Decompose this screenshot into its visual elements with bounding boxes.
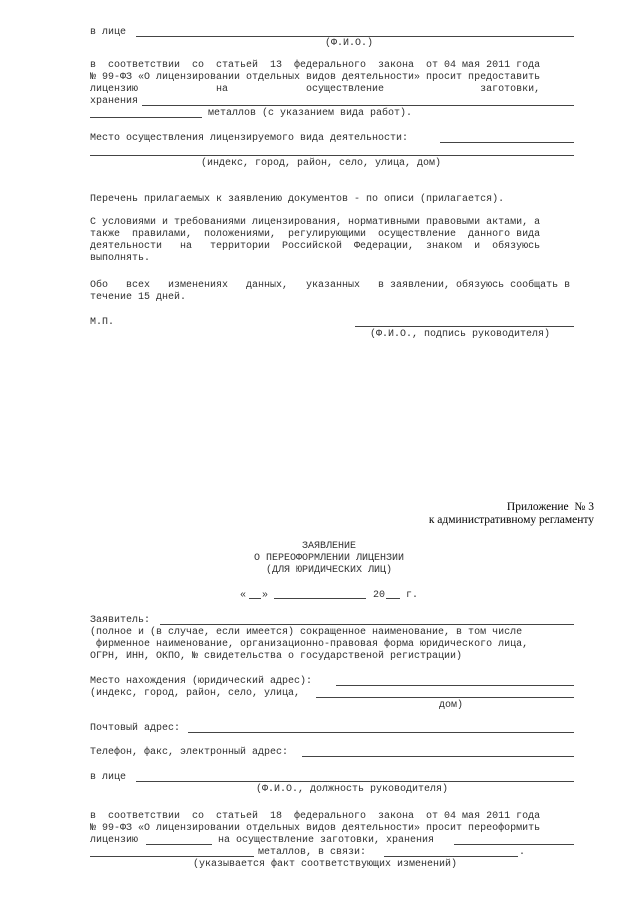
mp-label: М.П. (90, 317, 115, 328)
mesto-hint: (индекс, город, район, село, улица, дом) (201, 158, 442, 169)
para2-line-1: в соответствии со статьей 18 федерального закона от 04 мая 2011 года (90, 811, 541, 822)
mesto-nah-line-2[interactable] (316, 697, 574, 698)
v-litse-line-2[interactable] (136, 781, 574, 782)
para2-line-2: № 99-ФЗ «О лицензировании отдельных видов деятельности» просит переоформить (90, 823, 541, 834)
usloviya-line-4: выполнять. (90, 253, 151, 264)
perechen-text: Перечень прилагаемых к заявлению документов - по описи (прилагается). (90, 194, 505, 205)
date-year-prefix: 20 (373, 590, 386, 601)
mesto-nah-hint: (индекс, город, район, село, улица, (90, 688, 301, 699)
mesto-line-1[interactable] (440, 142, 574, 143)
usloviya-line-1: С условиями и требованиями лицензирования, нормативными правовыми актами, а (90, 217, 541, 228)
khraneniya-line-2[interactable] (454, 844, 574, 845)
fio-dolzh-hint: (Ф.И.О., должность руководителя) (256, 784, 449, 795)
v-litse-label: в лице (90, 27, 127, 38)
para-line-3: лицензию на осуществление заготовки, (90, 84, 541, 95)
podpis-line[interactable] (355, 326, 574, 327)
mesto-label: Место осуществления лицензируемого вида деятельности: (90, 133, 409, 144)
mesto-nah-label: Место нахождения (юридический адрес): (90, 676, 313, 687)
mesto-nah-line[interactable] (336, 685, 574, 686)
zayavlenie-title: ЗАЯВЛЕНИЕ (302, 541, 357, 552)
para-line-4: хранения (90, 96, 139, 107)
appendix-subtitle: к административному регламенту (428, 514, 594, 526)
v-svyazi-dot: . (519, 847, 526, 858)
date-day-line[interactable] (249, 598, 261, 599)
date-year-line[interactable] (386, 598, 400, 599)
pochtovy-label: Почтовый адрес: (90, 723, 181, 734)
zayavitel-hint-1: (полное и (в случае, если имеется) сокращенное наименование, в том числе (90, 627, 523, 638)
v-litse-line[interactable] (136, 36, 574, 37)
usloviya-line-3: деятельности на территории Российской Федерации, знаком и обязуюсь (90, 241, 541, 252)
zayavlenie-subtitle-1: О ПЕРЕОФОРМЛЕНИИ ЛИЦЕНЗИИ (254, 553, 405, 564)
date-year-suffix: г. (406, 590, 419, 601)
telefon-line[interactable] (302, 756, 574, 757)
para-line-2: № 99-ФЗ «О лицензировании отдельных видов деятельности» просит предоставить (90, 72, 541, 83)
metally-line[interactable] (90, 117, 202, 118)
zayavitel-hint-3: ОГРН, ИНН, ОКПО, № свидетельства о государственой регистрации) (90, 651, 463, 662)
para2-line-4: на осуществление заготовки, хранения (218, 835, 435, 846)
izmeneniya-line-1: Обо всех изменениях данных, указанных в заявлении, обязуюсь сообщать в (90, 280, 571, 291)
date-close-quote: » (262, 590, 269, 601)
zayavitel-hint-2: фирменное наименование, организационно-правовая форма юридического лица, (90, 639, 529, 650)
izmeneniya-line-2: течение 15 дней. (90, 292, 187, 303)
fio-hint: (Ф.И.О.) (325, 38, 374, 49)
para-line-5: металлов (с указанием вида работ). (208, 108, 413, 119)
v-litse-label-2: в лице (90, 772, 127, 783)
pochtovy-line[interactable] (188, 732, 574, 733)
mesto-line-2[interactable] (90, 155, 574, 156)
para-line-1: в соответствии со статьей 13 федерального закона от 04 мая 2011 года (90, 60, 541, 71)
izmeneniya-hint: (указывается факт соответствующих изменений) (193, 859, 458, 870)
v-svyazi-line[interactable] (384, 856, 518, 857)
para2-line-5: металлов, в связи: (258, 847, 367, 858)
appendix-title: Приложение № 3 (506, 501, 594, 513)
telefon-label: Телефон, факс, электронный адрес: (90, 747, 289, 758)
licenziya-number-line[interactable] (146, 844, 212, 845)
metally-line-2[interactable] (90, 856, 254, 857)
zayavitel-label: Заявитель: (90, 615, 151, 626)
khraneniya-line[interactable] (142, 105, 574, 106)
dom-hint: дом) (439, 700, 464, 711)
para2-line-3: лицензию (90, 835, 139, 846)
zayavitel-line[interactable] (160, 624, 574, 625)
usloviya-line-2: также правилами, положениями, регулирующими осуществление данного вида (90, 229, 541, 240)
date-month-line[interactable] (274, 598, 366, 599)
zayavlenie-subtitle-2: (ДЛЯ ЮРИДИЧЕСКИХ ЛИЦ) (266, 565, 393, 576)
date-open-quote: « (240, 590, 247, 601)
podpis-hint: (Ф.И.О., подпись руководителя) (370, 329, 551, 340)
